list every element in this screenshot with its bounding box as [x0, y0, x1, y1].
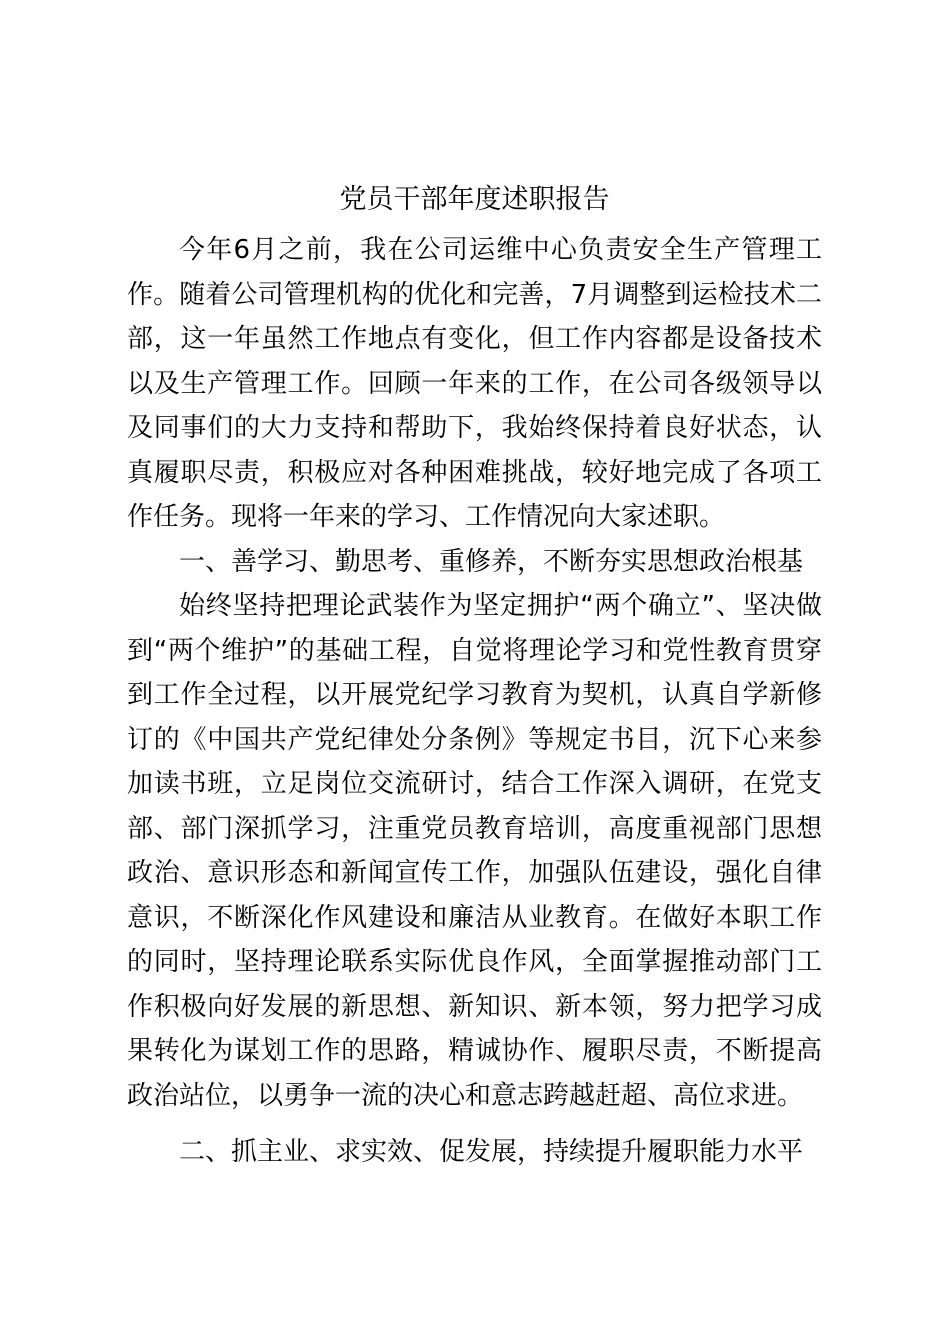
section-1-heading: 一、善学习、勤思考、重修养，不断夯实思想政治根基 — [179, 546, 804, 577]
intro-paragraph: 今年6月之前，我在公司运维中心负责安全生产管理工作。随着公司管理机构的优化和完善，7月调整到运检技术二部，这一年虽然工作地点有变化，但工作内容都是设备技术以及生产管理工作。回顾一年来的工作，在公司各级领导以及同事们的大力支持和帮助下，我始终保持着良好状态，认真履职尽责，积极应对各种困难挑战，较好地完成了各项工作任务。现将一年来的学习、工作情况向大家述职。 — [127, 235, 822, 532]
document-title: 党员干部年度述职报告 — [339, 184, 610, 215]
document-content — [127, 172, 822, 1175]
section-1-paragraph: 始终坚持把理论武装作为坚定拥护“两个确立”、坚决做到“两个维护”的基础工程，自觉将理论学习和党性教育贯穿到工作全过程，以开展党纪学习教育为契机，认真自学新修订的《中国共产党纪律处分条例》等规定书目，沉下心来参加读书班，立足岗位交流研讨，结合工作深入调研，在党支部、部门深抓学习，注重党员教育培训，高度重视部门思想政治、意识形态和新闻宣传工作，加强队伍建设，强化自律意识，不断深化作风建设和廉洁从业教育。在做好本职工作的同时，坚持理论联系实际优良作风，全面掌握推动部门工作积极向好发展的新思想、新知识、新本领，努力把学习成果转化为谋划工作的思路，精诚协作、履职尽责，不断提高政治站位，以勇争一流的决心和意志跨越赶超、高位求进。 — [127, 591, 822, 1111]
section-2-heading: 二、抓主业、求实效、促发展，持续提升履职能力水平 — [179, 1137, 804, 1167]
